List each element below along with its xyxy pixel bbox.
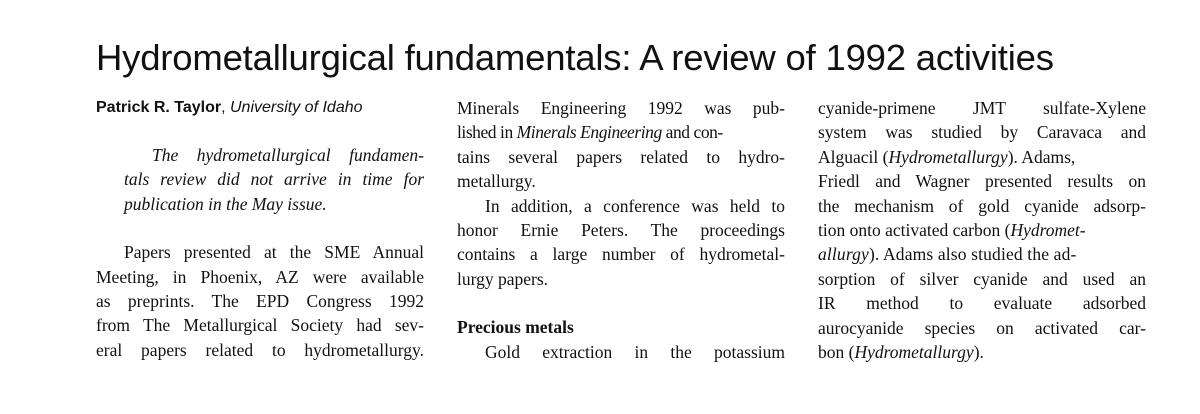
author-affiliation: University of Idaho: [230, 99, 363, 116]
journal-name: Hydromet-: [1010, 220, 1086, 241]
byline: [96, 96, 424, 120]
article-title: Hydrometallurgical fundamentals: A review of 1992 activities: [96, 37, 1054, 78]
paragraph-line: Friedl and Wagner presented results on: [818, 171, 1146, 192]
paragraph-line: the mechanism of gold cyanide adsorp-: [818, 195, 1146, 216]
paragraph-line: [818, 242, 1146, 266]
paragraph-line: metallurgy.: [457, 171, 536, 192]
intro-paragraph: [96, 240, 424, 362]
paragraph-line: lurgy papers.: [457, 268, 549, 289]
paragraph-line: as preprints. The EPD Congress 1992: [96, 291, 424, 312]
text-run: Alguacil (: [818, 146, 889, 167]
paragraph-line: Papers presented at the SME Annual: [124, 242, 424, 263]
text-run: bon (: [818, 342, 855, 363]
paragraph-line: from The Metallurgical Society had sev-: [96, 315, 424, 336]
editor-note-line: The hydrometallurgical fundamen-: [152, 145, 424, 165]
paragraph-line: sorption of silver cyanide and used an: [818, 268, 1146, 289]
text-run: lished in: [457, 122, 517, 143]
paragraph-line: [818, 145, 1146, 169]
text-run: ).: [973, 342, 984, 363]
section-heading-precious-metals: Precious metals: [457, 317, 574, 338]
gold-extraction-paragraph: [457, 340, 785, 364]
paragraph-line: Minerals Engineering 1992 was pub-: [457, 98, 785, 118]
paragraph-line: honor Ernie Peters. The proceedings: [457, 220, 785, 241]
paragraph-line: In addition, a conference was held to: [485, 195, 785, 216]
journal-name: Hydrometallurgy: [888, 146, 1008, 167]
paragraph-line: cyanide-primene JMT sulfate-Xylene: [818, 98, 1146, 118]
editor-note: [96, 143, 424, 216]
column-2: [457, 96, 785, 364]
paragraph-line: Gold extraction in the potassium: [485, 341, 785, 362]
column-1: [96, 96, 424, 362]
paragraph-line: Meeting, in Phoenix, AZ were available: [96, 266, 424, 287]
text-run: tion onto activated carbon (: [818, 220, 1011, 241]
paragraph-line: tains several papers related to hydro-: [457, 146, 785, 167]
conference-paragraph: [457, 194, 785, 292]
gold-extraction-paragraph-continued: [818, 96, 1146, 364]
journal-name: Hydrometallurgy: [854, 342, 974, 363]
text-run: and con-: [661, 122, 723, 143]
paragraph-line: [818, 340, 1146, 364]
column-3: [818, 96, 1146, 364]
minerals-engineering-paragraph: [457, 96, 785, 194]
byline-separator: ,: [221, 99, 226, 116]
text-run: [818, 145, 1075, 169]
journal-name: Minerals Engineering: [516, 122, 662, 143]
author-name: Patrick R. Taylor: [96, 99, 222, 116]
paragraph-line: eral papers related to hydrometallurgy.: [96, 339, 424, 360]
editor-note-line: tals review did not arrive in time for: [124, 169, 424, 190]
paragraph-line: [457, 120, 785, 144]
editor-note-line: publication in the May issue.: [124, 193, 327, 214]
text-run: ). Adams,: [1007, 146, 1076, 167]
paragraph-line: contains a large number of hydrometal-: [457, 244, 785, 265]
paragraph-line: aurocyanide species on activated car-: [818, 317, 1146, 338]
journal-name: allurgy: [818, 244, 869, 265]
paragraph-line: system was studied by Caravaca and: [818, 122, 1146, 143]
paragraph-line: [818, 218, 1146, 242]
paragraph-line: IR method to evaluate adsorbed: [818, 293, 1146, 314]
text-run: ). Adams also studied the ad-: [868, 244, 1077, 265]
